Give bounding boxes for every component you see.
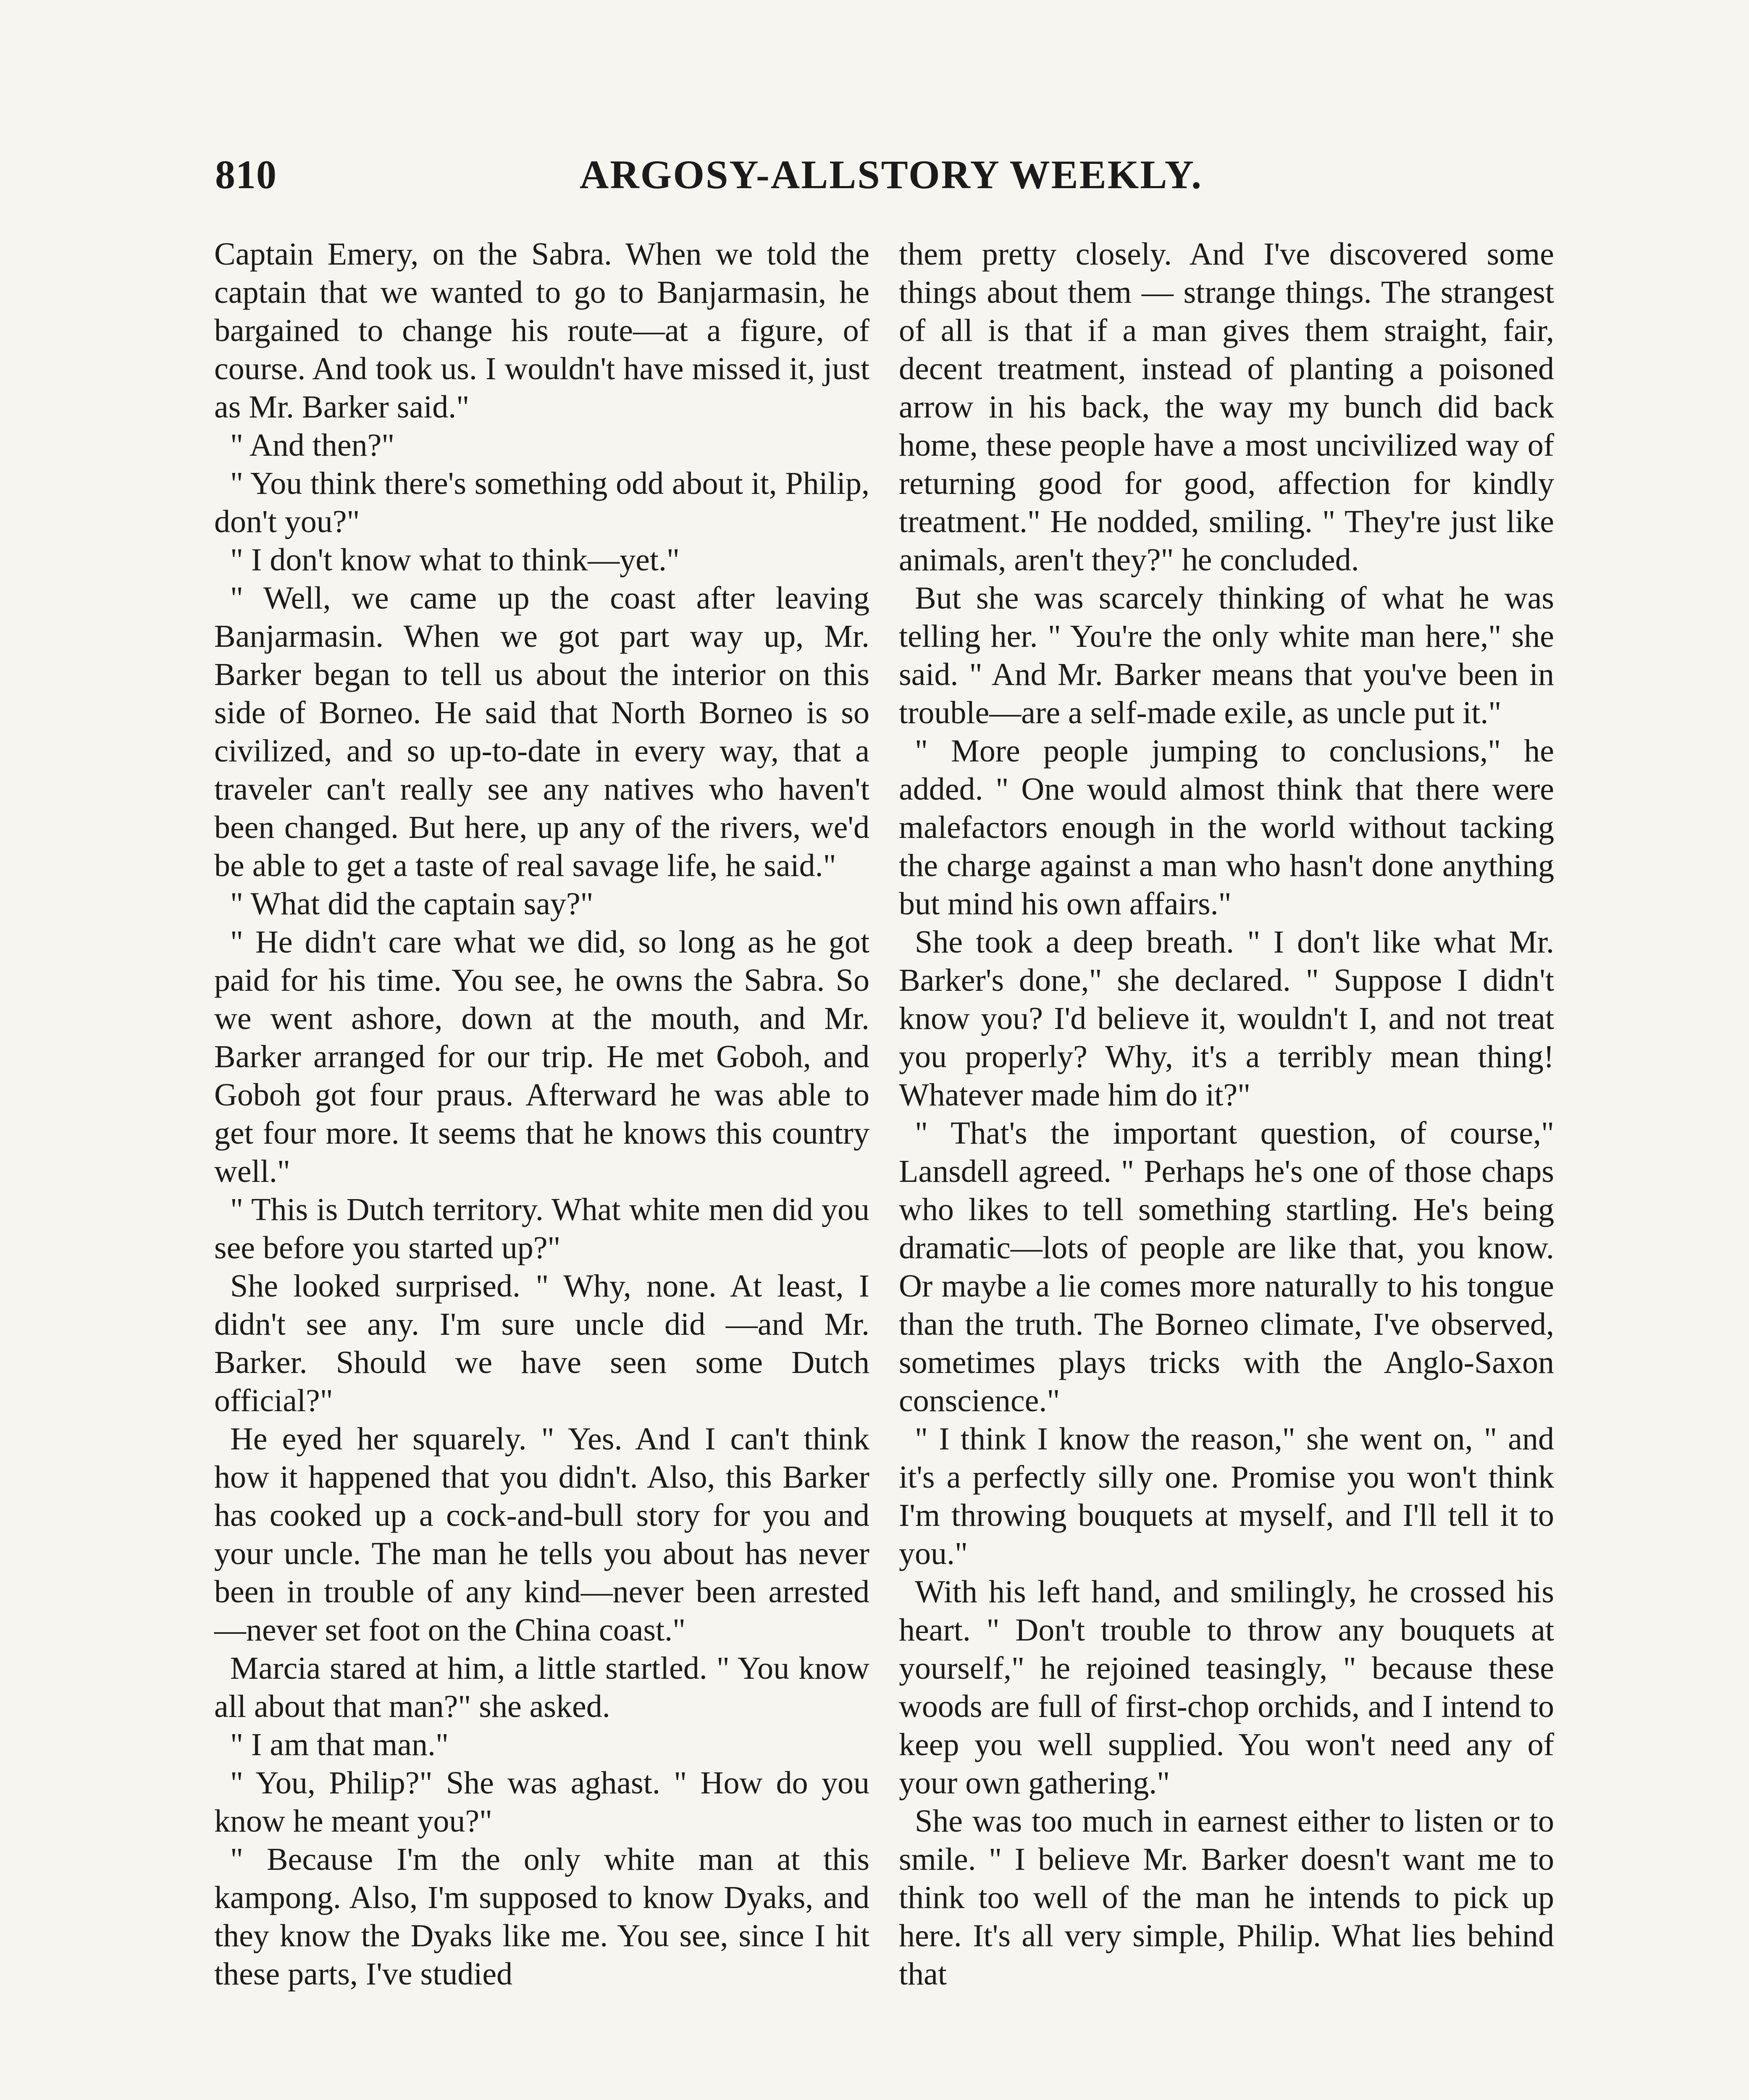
paragraph: Captain Emery, on the Sabra. When we told the captain that we wanted to go to Banjarmasin, he bargained to change his route—at a figure, of course. And took us. I wouldn't have missed it, just as Mr. Barker said." [214, 236, 869, 425]
paragraph: She was too much in earnest either to listen or to smile. " I believe Mr. Barker doesn't want me to think too well of the man he intends to pick up here. It's all very simple, Philip. What lies behind that [899, 1803, 1554, 1992]
paragraph: " You, Philip?" She was aghast. " How do you know he meant you?" [214, 1765, 869, 1839]
paragraph: them pretty closely. And I've discovered some things about them — strange things. The strangest of all is that if a man gives them straight, fair, decent treatment, instead of planting a poisoned arrow in his back, the way my bunch did back home, these people have a most uncivilized way of returning good for good, affection for kindly treatment." He nodded, smiling. " They're just like animals, aren't they?" he concluded. [899, 236, 1554, 578]
paragraph: " Well, we came up the coast after leaving Banjarmasin. When we got part way up, Mr. Barker began to tell us about the interior on this side of Borneo. He said that North Borneo is so civilized, and so up-to-date in every way, that a traveler can't really see any natives who haven't been changed. But here, up any of the rivers, we'd be able to get a taste of real savage life, he said." [214, 580, 869, 883]
paragraph: " You think there's something odd about it, Philip, don't you?" [214, 466, 869, 539]
paragraph: Marcia stared at him, a little startled. " You know all about that man?" she asked. [214, 1651, 869, 1724]
paragraph: " I am that man." [230, 1727, 449, 1762]
running-head: ARGOSY-ALLSTORY WEEKLY. [580, 152, 1203, 197]
paragraph: She looked surprised. " Why, none. At least, I didn't see any. I'm sure uncle did —and Mr. Barker. Should we have seen some Dutch official?" [214, 1268, 869, 1418]
paragraph: " And then?" [230, 428, 395, 463]
paragraph: " He didn't care what we did, so long as he got paid for his time. You see, he owns the Sabra. So we went ashore, down at the mouth, and Mr. Barker arranged for our trip. He met Goboh, and Goboh got four praus. Afterward he was able to get four more. It seems that he knows this country well." [214, 924, 869, 1189]
paragraph: " I think I know the reason," she went on, " and it's a perfectly silly one. Promise you won't think I'm throwing bouquets at myself, and I'll tell it to you." [899, 1421, 1554, 1571]
paragraph: She took a deep breath. " I don't like what Mr. Barker's done," she declared. " Suppose I didn't know you? I'd believe it, wouldn't I, and not treat you properly? Why, it's a terribly mean thing! Whatever made him do it?" [899, 924, 1554, 1113]
paragraph: " That's the important question, of course," Lansdell agreed. " Perhaps he's one of those chaps who likes to tell something startling. He's being dramatic—lots of people are like that, you know. Or maybe a lie comes more naturally to his tongue than the truth. The Borneo climate, I've observed, sometimes plays tricks with the Anglo-Saxon conscience." [899, 1116, 1554, 1418]
paragraph: " This is Dutch territory. What white men did you see before you started up?" [214, 1192, 869, 1265]
paragraph: " What did the captain say?" [230, 886, 594, 921]
left-column [214, 235, 869, 1993]
paragraph: But she was scarcely thinking of what he was telling her. " You're the only white man here," she said. " And Mr. Barker means that you've been in trouble—are a self-made exile, as uncle put it." [899, 580, 1554, 730]
page-number: 810 [215, 152, 277, 197]
right-column [899, 235, 1554, 1993]
paragraph: " More people jumping to conclusions," he added. " One would almost think that there were malefactors enough in the world without tacking the charge against a man who hasn't done anything but mind his own affairs." [899, 733, 1554, 921]
paragraph: " Because I'm the only white man at this kampong. Also, I'm supposed to know Dyaks, and they know the Dyaks like me. You see, since I hit these parts, I've studied [214, 1842, 869, 1992]
paragraph: " I don't know what to think—yet." [230, 542, 680, 578]
paragraph: With his left hand, and smilingly, he crossed his heart. " Don't trouble to throw any bouquets at yourself," he rejoined teasingly, " because these woods are full of first-chop orchids, and I intend to keep you well supplied. You won't need any of your own gathering." [899, 1574, 1554, 1801]
paragraph: He eyed her squarely. " Yes. And I can't think how it happened that you didn't. Also, this Barker has cooked up a cock-and-bull story for you and your uncle. The man he tells you about has never been in trouble of any kind—never been arrested—never set foot on the China coast." [214, 1421, 869, 1648]
